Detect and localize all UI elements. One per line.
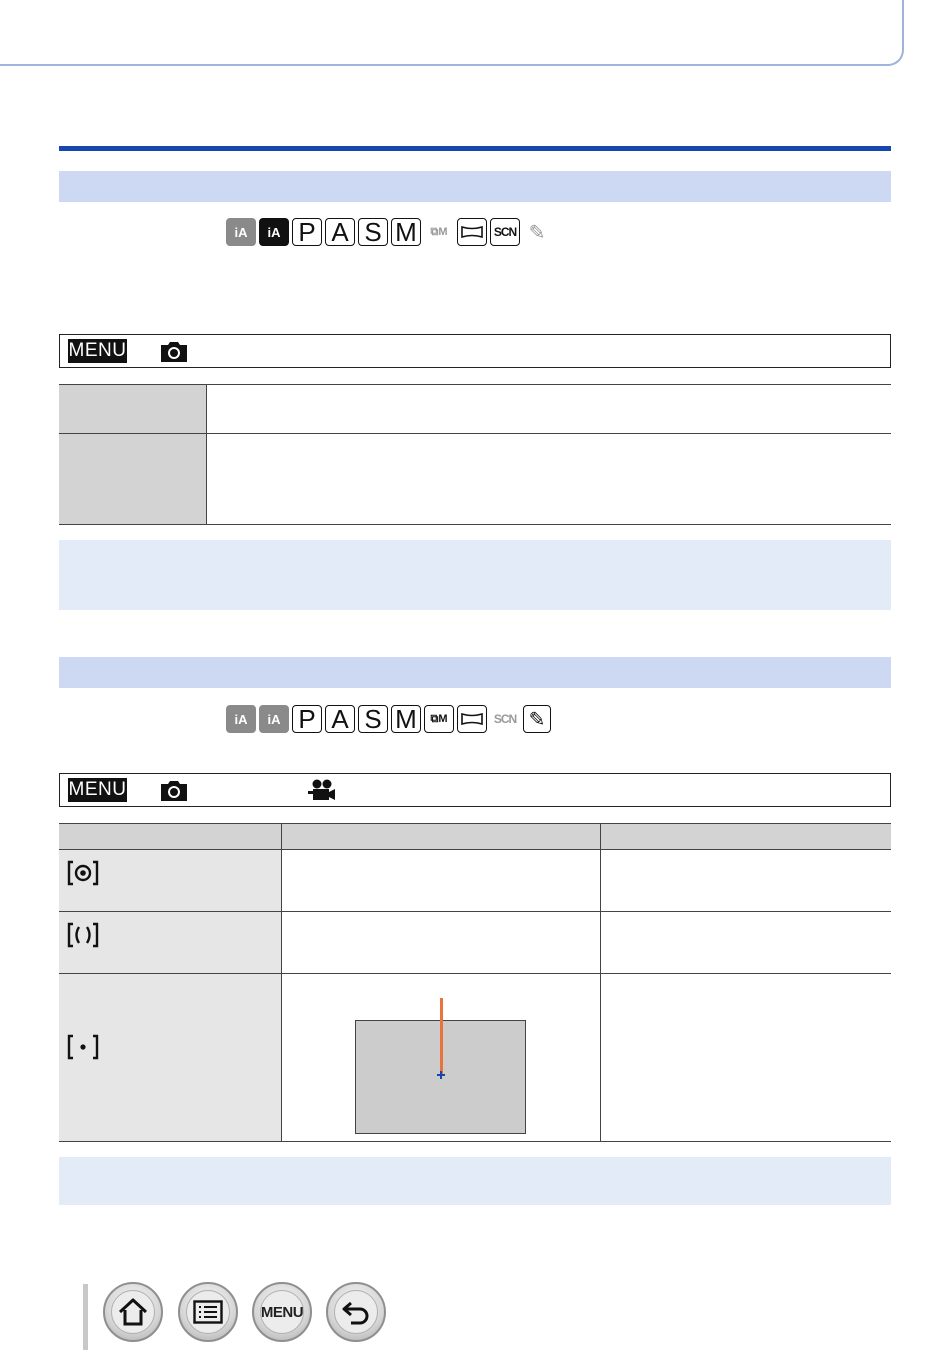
manual-mode-icon: M bbox=[391, 218, 421, 246]
contents-list-icon bbox=[193, 1300, 223, 1324]
menu-badge: MENU bbox=[68, 779, 127, 800]
mode-icon-strip-2 bbox=[226, 705, 551, 733]
movie-camera-icon bbox=[307, 779, 337, 806]
table-row bbox=[59, 974, 891, 1142]
title-rule bbox=[59, 146, 891, 151]
table-cell bbox=[601, 974, 891, 1141]
menu-button[interactable] bbox=[252, 1282, 312, 1342]
mode-icon-strip-1 bbox=[226, 218, 551, 246]
table-cell bbox=[59, 850, 282, 911]
program-mode-icon: P bbox=[292, 218, 322, 246]
spot-metering-icon bbox=[67, 1034, 99, 1060]
menu-path-bar-2 bbox=[59, 773, 891, 807]
spot-target-callout-line bbox=[440, 998, 443, 1074]
table-row-body bbox=[207, 434, 891, 524]
table-cell bbox=[59, 974, 282, 1141]
table-row bbox=[59, 434, 891, 525]
page-header-tab bbox=[0, 0, 904, 66]
table-header-row bbox=[59, 823, 891, 850]
menu-path-bar-1 bbox=[59, 334, 891, 368]
scene-guide-mode-icon: SCN bbox=[493, 712, 517, 726]
manual-mode-icon: M bbox=[391, 705, 421, 733]
camera-icon bbox=[159, 341, 189, 368]
panorama-mode-icon bbox=[457, 218, 487, 246]
table-header-cell bbox=[601, 824, 891, 849]
table-row bbox=[59, 850, 891, 912]
panorama-mode-icon bbox=[457, 705, 487, 733]
intelligent-auto-plus-mode-icon: iA bbox=[259, 705, 289, 733]
metering-mode-table bbox=[59, 823, 891, 1142]
note-box-2 bbox=[59, 1157, 891, 1205]
back-button[interactable] bbox=[326, 1282, 386, 1342]
scene-guide-mode-icon: SCN bbox=[490, 218, 520, 246]
home-button[interactable] bbox=[103, 1282, 163, 1342]
section-heading-bar-2 bbox=[59, 657, 891, 688]
back-icon bbox=[341, 1299, 371, 1325]
table-cell bbox=[282, 850, 601, 911]
shutter-priority-mode-icon: S bbox=[358, 218, 388, 246]
nav-divider bbox=[83, 1284, 88, 1350]
table-row bbox=[59, 912, 891, 974]
intelligent-auto-mode-icon: iA bbox=[226, 218, 256, 246]
table-header-cell bbox=[282, 824, 601, 849]
contents-button[interactable] bbox=[178, 1282, 238, 1342]
table-row-header bbox=[59, 434, 207, 524]
table-cell bbox=[282, 912, 601, 973]
table-cell bbox=[601, 912, 891, 973]
shutter-priority-mode-icon: S bbox=[358, 705, 388, 733]
center-weighted-metering-icon bbox=[67, 922, 99, 948]
camera-icon bbox=[159, 780, 189, 807]
program-mode-icon: P bbox=[292, 705, 322, 733]
menu-icon: MENU bbox=[260, 1303, 304, 1321]
creative-control-mode-icon: ✎ bbox=[523, 705, 551, 733]
creative-video-mode-icon: ⧉M bbox=[424, 705, 454, 733]
menu-badge: MENU bbox=[68, 340, 127, 361]
multi-metering-icon bbox=[67, 860, 99, 886]
table-cell bbox=[601, 850, 891, 911]
table-row-body bbox=[207, 385, 891, 433]
intelligent-auto-plus-mode-icon: iA bbox=[259, 218, 289, 246]
table-cell bbox=[59, 912, 282, 973]
creative-video-mode-icon: ⧉M bbox=[430, 225, 448, 238]
aperture-priority-mode-icon: A bbox=[325, 218, 355, 246]
settings-table-1 bbox=[59, 384, 891, 525]
creative-control-mode-icon: ✎ bbox=[528, 221, 546, 244]
table-cell bbox=[282, 974, 601, 1141]
home-icon bbox=[118, 1298, 148, 1326]
note-box-1 bbox=[59, 540, 891, 610]
table-row-header bbox=[59, 385, 207, 433]
intelligent-auto-mode-icon: iA bbox=[226, 705, 256, 733]
table-row bbox=[59, 385, 891, 434]
aperture-priority-mode-icon: A bbox=[325, 705, 355, 733]
section-heading-bar-1 bbox=[59, 171, 891, 202]
table-header-cell bbox=[59, 824, 282, 849]
spot-target-icon bbox=[437, 1071, 445, 1079]
